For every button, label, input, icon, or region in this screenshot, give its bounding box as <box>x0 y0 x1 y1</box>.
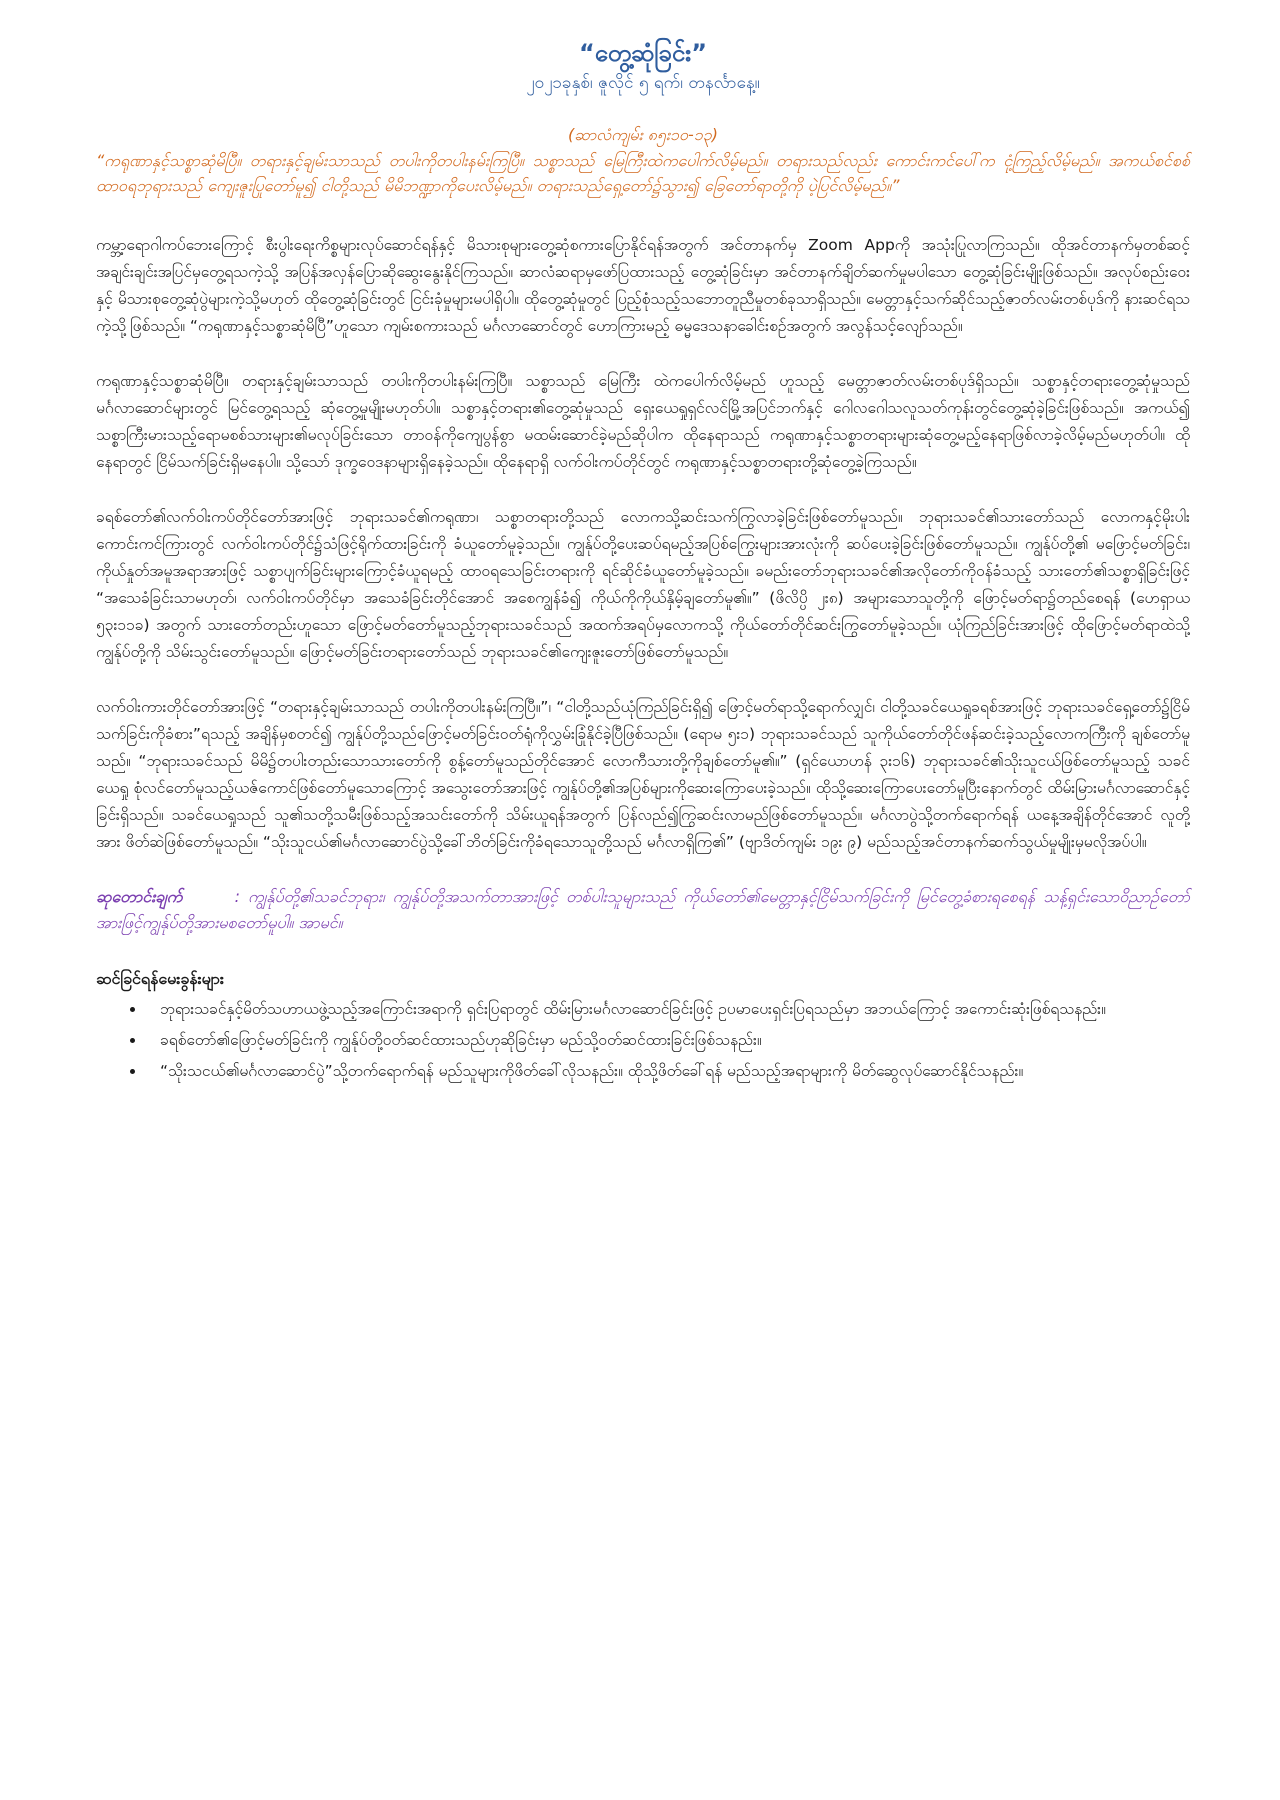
body-paragraph: ကရုဏာနှင့်သစ္စာဆုံမိပြီ။ တရားနှင့်ချမ်းသာသည် တပါးကိုတပါးနမ်းကြပြီ။ သစ္စာသည် မြေကြီး ထဲကပေါက်လိမ့်မည် ဟူသည့် မေတ္တာဇာတ်လမ်းတစ်ပုဒ်ရှိသည်။ သစ္စာနှင့်တရားတွေ့ဆုံမှုသည် မင်္ဂလာဆောင်များတွင် မြင်တွေ့ရသည့် ဆုံတွေ့မှုမျိုးမဟုတ်ပါ။ သစ္စာနှင့်တရား၏တွေ့ဆုံမှုသည် ရှေးယေရှုရှင်လင်မြို့အပြင်ဘက်နှင့် ဂေါလဂေါသလူသတ်ကုန်းတွင်တွေ့ဆုံခဲ့ခြင်းဖြစ်သည်။ အကယ်၍ သစ္စာကြီးမားသည့်ရောမစစ်သားများ၏မလုပ်ခြင်းသော တာဝန်ကိုကျေပွန်စွာ မထမ်းဆောင်ခဲ့မည်ဆိုပါက ထိုနေရာသည် ကရုဏာနှင့်သစ္စာတရားများဆုံတွေ့မည့်နေရာဖြစ်လာခဲ့လိမ့်မည်မဟုတ်ပါ။ ထိုနေရာတွင် ငြိမ်သက်ခြင်းရှိမနေပါ။ သို့သော် ဒုက္ခဝေဒနာများရှိနေခဲ့သည်။ ထိုနေရာရှိ လက်ဝါးကပ်တိုင်တွင် ကရုဏာနှင့်သစ္စာတရားတို့ဆုံတွေ့ခဲ့ကြသည်။ <box>96 372 1190 471</box>
prayer <box>96 884 1190 936</box>
prayer-text: : ကျွန်ုပ်တို့၏သခင်ဘုရား၊ ကျွန်ုပ်တို့အသက်တာအားဖြင့် တစ်ပါးသူများသည် ကိုယ်တော်၏မေတ္တာနှင့်ငြိမ်သက်ခြင်းကို မြင်တွေ့ခံစားရစေရန် သန့်ရှင်းသောဝိညာဉ်တော်အားဖြင့်ကျွန်ုပ်တို့အားမစတော်မူပါ။ အာမင်။ <box>96 887 1190 932</box>
page-title: “တွေ့ဆုံခြင်း” <box>578 39 708 67</box>
body-paragraph: လက်ဝါးကားတိုင်တော်အားဖြင့် “တရားနှင့်ချမ်းသာသည် တပါးကိုတပါးနမ်းကြပြီ။”၊ “ငါတို့သည်ယုံကြည်ခြင်းရှိ၍ ဖြောင့်မတ်ရာသို့ရောက်လျှင်၊ ငါတို့သခင်ယေရှုခရစ်အားဖြင့် ဘုရားသခင်ရှေ့တော်၌ငြိမ်သက်ခြင်းကိုခံစား”ရသည့် အချိန်မှစတင်၍ ကျွန်ုပ်တို့သည်ဖြောင့်မတ်ခြင်းဝတ်ရုံကိုလွှမ်းခြုံနိုင်ခဲ့ပြီဖြစ်သည်။ (ရောမ ၅း၁) ဘုရားသခင်သည် သူကိုယ်တော်တိုင်ဖန်ဆင်းခဲ့သည့်လောကကြီးကို ချစ်တော်မူသည်။ “ဘုရားသခင်သည် မိမိ၌တပါးတည်းသောသားတော်ကို စွန့်တော်မူသည်တိုင်အောင် လောကီသားတို့ကိုချစ်တော်မူ၏။” (ရှင်ယောဟန် ၃း၁၆) ဘုရားသခင်၏သိုးသူငယ်ဖြစ်တော်မူသည့် သခင်ယေရှု စုံလင်တော်မူသည့်ယဇ်ကောင်ဖြစ်တော်မူသောကြောင့် အသွေးတော်အားဖြင့် ကျွန်ုပ်တို့၏အပြစ်များကိုဆေးကြောပေးခဲ့သည်။ ထိုသို့ဆေးကြောပေးတော်မူပြီးနောက်တွင် ထိမ်းမြားမင်္ဂလာဆောင်နှင့်ခြင်းရှိသည်။ သခင်ယေရှုသည် သူ၏သတို့သမီးဖြစ်သည့်အသင်းတော်ကို သိမ်းယူရန်အတွက် ပြန်လည်၍ကြွဆင်းလာမည်ဖြစ်တော်မူသည်။ မင်္ဂလာပွဲသို့တက်ရောက်ရန် ယနေ့အချိန်တိုင်အောင် လူတို့အား ဖိတ်ဆဲဖြစ်တော်မူသည်။ “သိုးသူငယ်၏မင်္ဂလာဆောင်ပွဲသို့ခေါ်ဘိတ်ခြင်းကိုခံရသောသူတို့သည် မင်္ဂလာရှိကြ၏” (ဗျာဒိတ်ကျမ်း ၁၉း ၉) မည်သည့်အင်တာနက်ဆက်သွယ်မှုမျိုးမှမလိုအပ်ပါ။ <box>96 698 1190 851</box>
questions-list <box>96 996 1190 1085</box>
page-date: ၂၀၂၁ခုနှစ်၊ ဇူလိုင် ၅ ရက်၊ တနင်္လာနေ့။ <box>526 73 760 93</box>
devotional-page <box>96 36 1190 1089</box>
body-paragraph: ကမ္ဘာ့ရောဂါကပ်ဘေးကြောင့် စီးပွါးရေးကိစ္စများလုပ်ဆောင်ရန်နှင့် မိသားစုများတွေ့ဆုံစကားပြောနိုင်ရန်အတွက် အင်တာနက်မှ Zoom Appကို အသုံးပြုလာကြသည်။ ထိုအင်တာနက်မှတစ်ဆင့် အချင်းချင်းအပြင်မှတွေ့ရသကဲ့သို့ အပြန်အလှန်ပြောဆိုဆွေးနွေးနိုင်ကြသည်။ ဆာလံဆရာမှဖော်ပြထားသည့် တွေ့ဆုံခြင်းမှာ အင်တာနက်ချိတ်ဆက်မှုမပါသော တွေ့ဆုံခြင်းမျိုးဖြစ်သည်။ အလုပ်စည်းဝေးနှင့် မိသားစုတွေ့ဆုံပွဲများကဲ့သို့မဟုတ် ထိုတွေ့ဆုံခြင်းတွင် ငြင်းခုံမှုများမပါရှိပါ။ ထိုတွေ့ဆုံမှုတွင် ပြည့်စုံသည့်သဘောတူညီမှုတစ်ခုသာရှိသည်။ မေတ္တာနှင့်သက်ဆိုင်သည့်ဇာတ်လမ်းတစ်ပုဒ်ကို နားဆင်ရသကဲ့သို့ဖြစ်သည်။ “ကရုဏာနှင့်သစ္စာဆုံမိပြီ”ဟူသော ကျမ်းစကားသည် မင်္ဂလာဆောင်တွင် ဟောကြားမည့် ဓမ္မဒေသနာခေါင်းစဉ်အတွက် အလွန်သင့်လျော်သည်။ <box>96 236 1190 335</box>
list-item: • ခရစ်တော်၏ဖြောင့်မတ်ခြင်းကို ကျွန်ုပ်တို့ဝတ်ဆင်ထားသည်ဟုဆိုခြင်းမှာ မည်သို့ဝတ်ဆင်ထားခြင်းဖြစ်သနည်း။ <box>146 1027 1190 1054</box>
questions-heading: ဆင်ခြင်ရန်မေးခွန်းများ <box>96 969 224 988</box>
prayer-label: ဆုတောင်းချက် <box>96 887 183 906</box>
scripture-text: “ကရုဏာနှင့်သစ္စာဆုံမိပြီ။ တရားနှင့်ချမ်းသာသည် တပါးကိုတပါးနမ်းကြပြီ။ သစ္စာသည် မြေကြီးထဲကပေါက်လိမ့်မည်။ တရားသည်လည်း ကောင်းကင်ပေါ်က ငုံ့ကြည့်လိမ့်မည်။ အကယ်စင်စစ် ထာဝရဘုရားသည် ကျေးဇူးပြုတော်မူ၍ ငါတို့သည် မိမိဘဏ္ဍာကိုပေးလိမ့်မည်။ တရားသည်ရှေ့တော်၌သွား၍ ခြေတော်ရာတို့ကို ပဲ့ပြင်လိမ့်မည်။” <box>96 151 1190 195</box>
list-item: • “သိုးသငယ်၏မင်္ဂလာဆောင်ပွဲ”သို့တက်ရောက်ရန် မည်သူများကိုဖိတ်ခေါ်လိုသနည်း။ ထိုသို့ဖိတ်ခေါ်ရန် မည်သည့်အရာများကို မိတ်ဆွေလုပ်ဆောင်နိုင်သနည်း။ <box>146 1058 1190 1085</box>
list-item: • ဘုရားသခင်နှင့်မိတ်သဟာယဖွဲ့သည့်အကြောင်းအရာကို ရှင်းပြရာတွင် ထိမ်းမြားမင်္ဂလာဆောင်ခြင်းဖြင့် ဥပမာပေးရှင်းပြရသည်မှာ အဘယ်ကြောင့် အကောင်းဆုံးဖြစ်ရသနည်း။ <box>146 996 1190 1023</box>
scripture-reference: (ဆာလံကျမ်း ၈၅း၁၀-၁၃) <box>568 125 718 144</box>
body-paragraph: ခရစ်တော်၏လက်ဝါးကပ်တိုင်တော်အားဖြင့် ဘုရားသခင်၏ကရုဏာ၊ သစ္စာတရားတို့သည် လောကသို့ဆင်းသက်ကြွလာခဲ့ခြင်းဖြစ်တော်မူသည်။ ဘုရားသခင်၏သားတော်သည် လောကနှင့်မိုးပါးကောင်းကင်ကြားတွင် လက်ဝါးကပ်တိုင်၌သံဖြင့်ရိုက်ထားခြင်းကို ခံယူတော်မူခဲ့သည်။ ကျွန်ုပ်တို့ပေးဆပ်ရမည့်အပြစ်ကြွေးများအားလုံးကို ဆပ်ပေးခဲ့ခြင်းဖြစ်တော်မူသည်။ ကျွန်ုပ်တို့၏ မဖြောင့်မတ်ခြင်း၊ ကိုယ်နှုတ်အမူအရာအားဖြင့် သစ္စာပျက်ခြင်းများကြောင့်ခံယူရမည့် ထာဝရသေခြင်းတရားကို ရင်ဆိုင်ခံယူတော်မူခဲ့သည်။ ခမည်းတော်ဘုရားသခင်၏အလိုတော်ကိုဝန်ခံသည့် သားတော်၏သစ္စာရှိခြင်းဖြင့် “အသေခံခြင်းသာမဟုတ်၊ လက်ဝါးကပ်တိုင်မှာ အသေခံခြင်းတိုင်အောင် အစေကျွန်ခံ၍ ကိုယ်ကိုကိုယ်နှိမ့်ချတော်မူ၏။” (ဖိလိပ္ပိ ၂း၈) အများသောသူတို့ကို ဖြောင့်မတ်ရာ၌တည်စေရန် (ဟေရှာယ ၅၃း၁၁ခ) အတွက် သားတော်တည်းဟူသော ဖြောင့်မတ်တော်မူသည့်ဘုရားသခင်သည် အထက်အရပ်မှလောကသို့ ကိုယ်တော်တိုင်ဆင်းကြွတော်မူခဲ့သည်။ ယုံကြည်ခြင်းအားဖြင့် ထိုဖြောင့်မတ်ရာထဲသို့ ကျွန်ုပ်တို့ကို သိမ်းသွင်းတော်မူသည်။ ဖြောင့်မတ်ခြင်းတရားတော်သည် ဘုရားသခင်၏ကျေးဇူးတော်ဖြစ်တော်မူသည်။ <box>96 508 1190 661</box>
